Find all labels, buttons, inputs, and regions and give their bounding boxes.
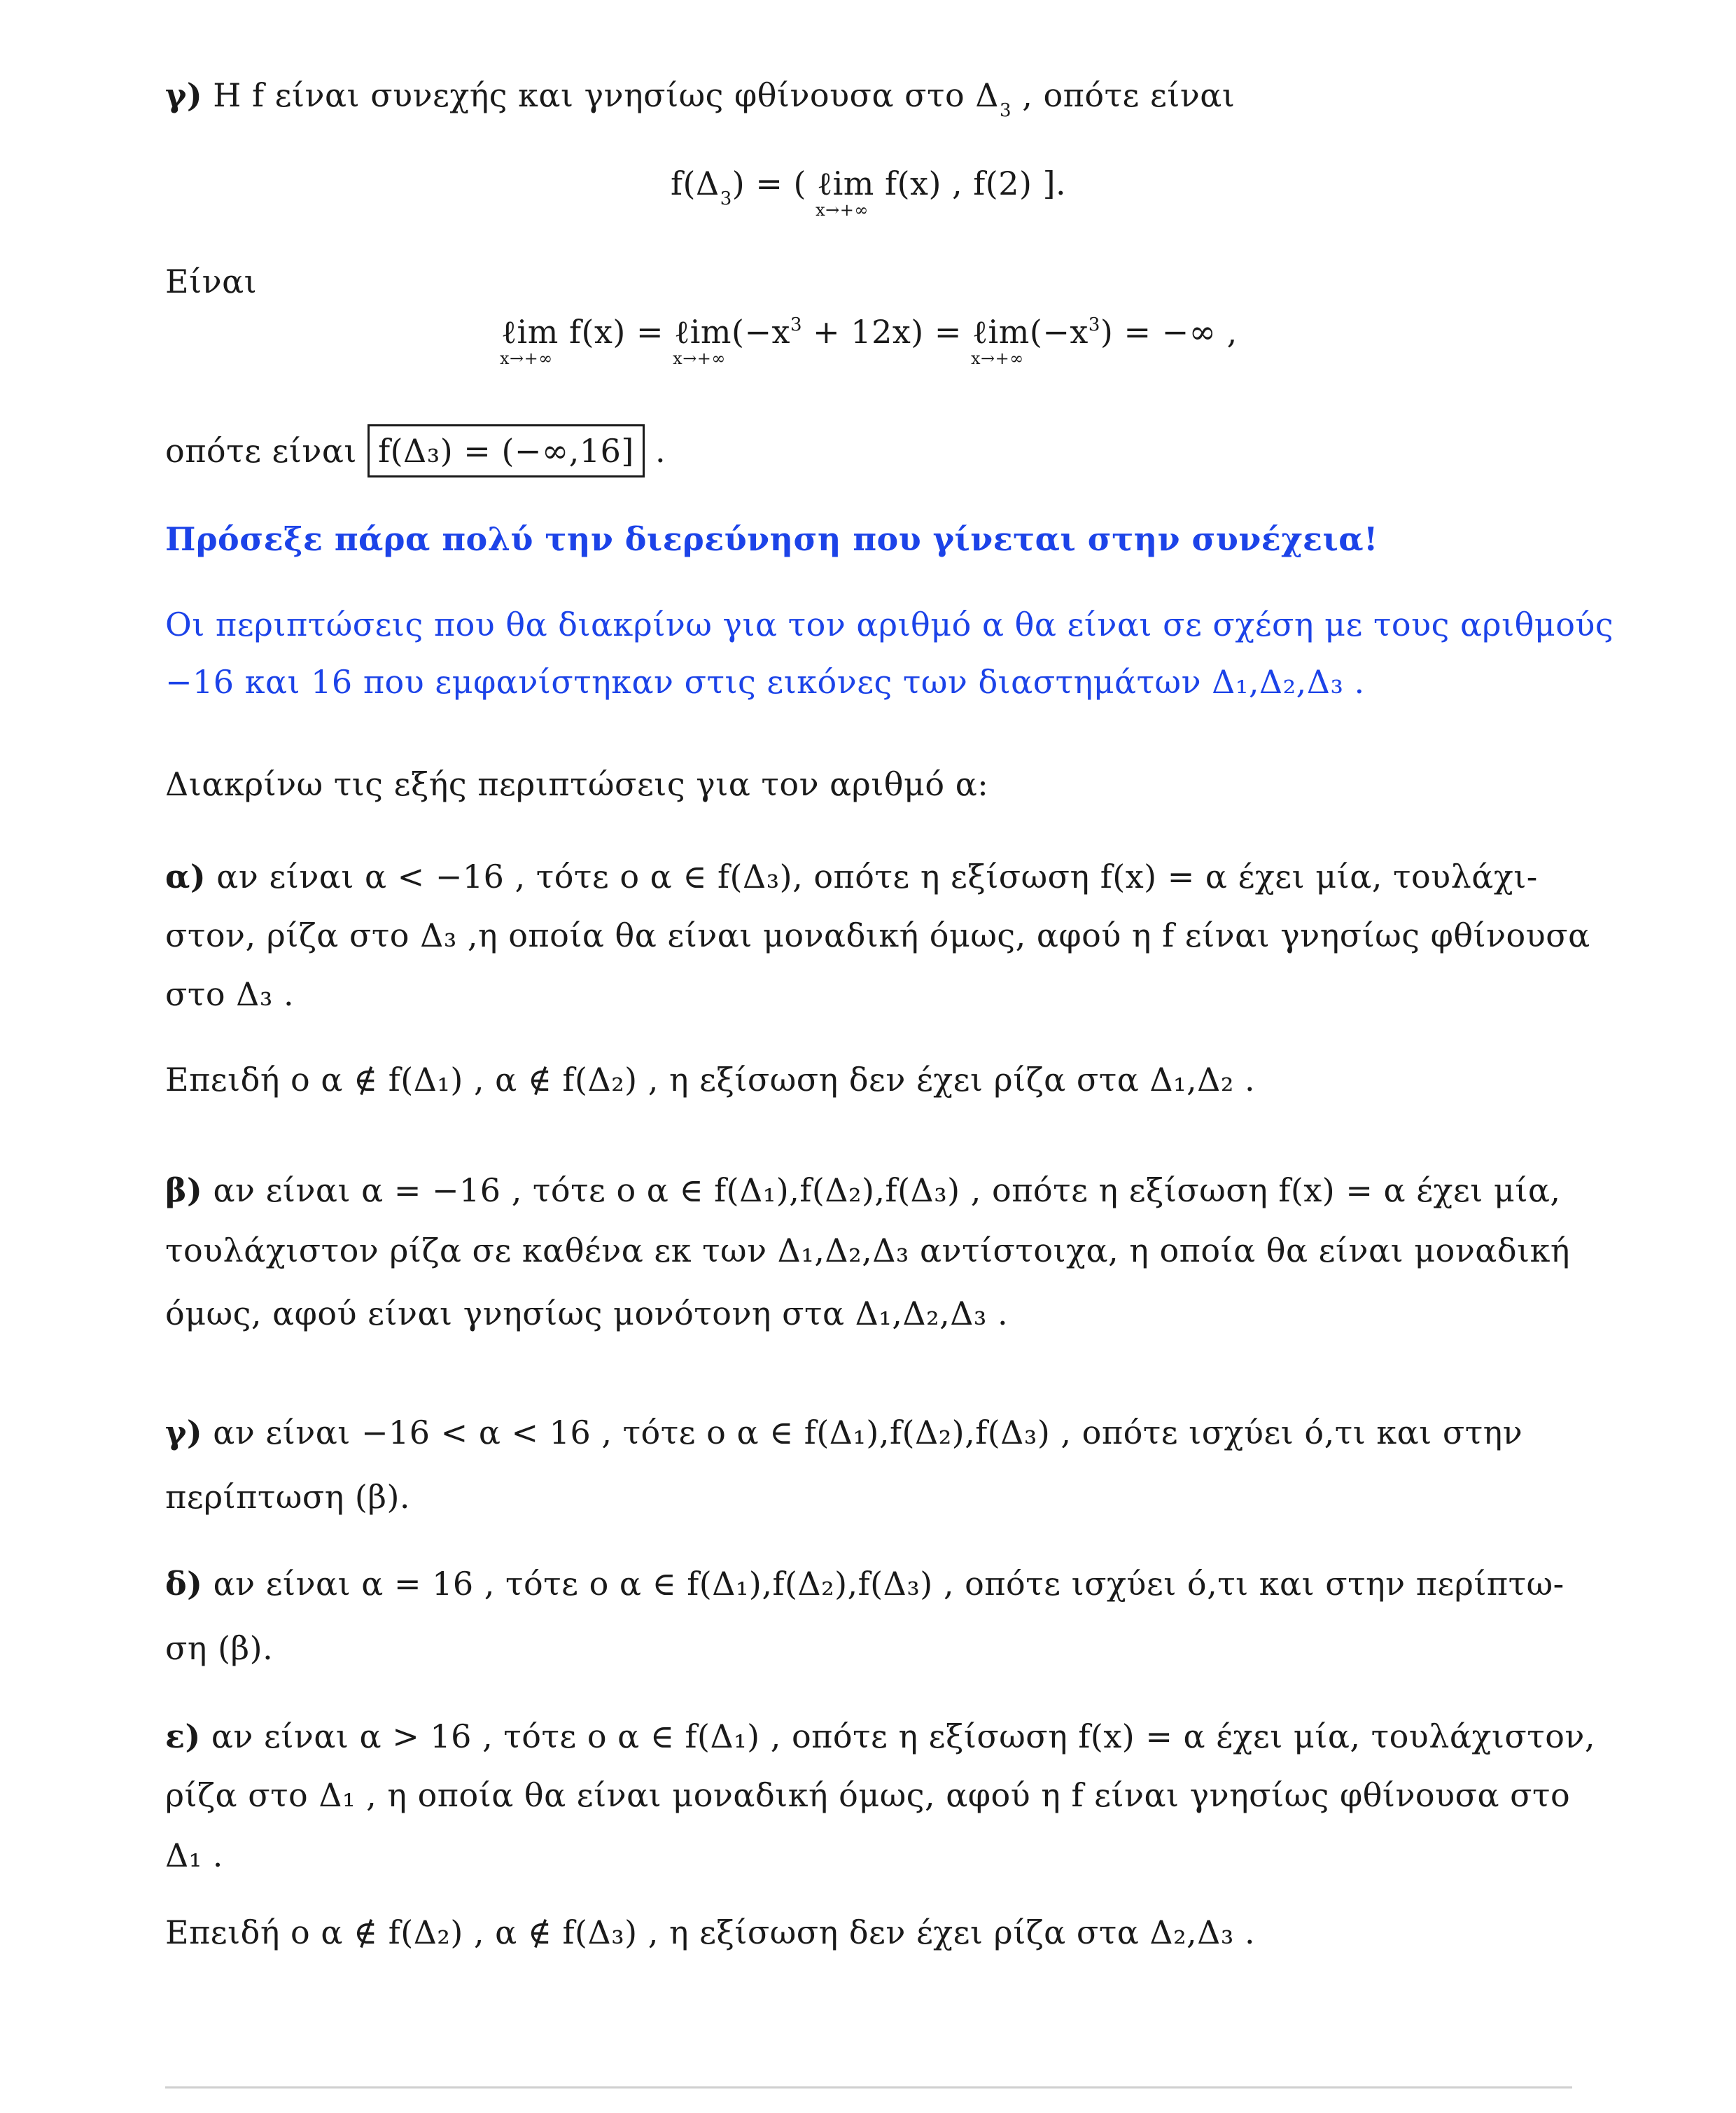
lim-text-1: ℓim: [501, 313, 559, 351]
part-g-text-end: , οπότε είναι: [1022, 76, 1236, 114]
case-c-line-2: περίπτωση (β).: [165, 1478, 411, 1516]
equation-limit: ℓim x→+∞ f(x) = ℓim x→+∞ $(-x^3 + 12x)$ = ℓim x→+∞ $(-x^3)$ = −∞ ,: [501, 311, 1238, 358]
case-d-line-1: [165, 1563, 1564, 1605]
limit-operator-2: [673, 311, 732, 368]
case-d-label: δ): [165, 1565, 203, 1603]
part-g-text: Η f είναι συνεχής και γνησίως φθίνουσα στο Δ: [213, 76, 1000, 114]
eq1-left: f(Δ: [671, 165, 720, 202]
boxed-result: f(Δ₃) = (−∞,16]: [368, 424, 645, 477]
case-e-label: ε): [165, 1717, 201, 1755]
part-g-label: γ): [165, 76, 203, 114]
lim-text-3: ℓim: [972, 313, 1030, 351]
limit-operator: [816, 162, 874, 220]
case-e-line-3: Δ₁ .: [165, 1836, 223, 1874]
note-bold: Πρόσεξε πάρα πολύ την διερεύνηση που γίνεται στην συνέχεια!: [165, 520, 1378, 558]
case-d-text-1: αν είναι α = 16 , τότε ο α ∈ f(Δ₁),f(Δ₂),f(Δ₃) , οπότε ισχύει ό,τι και στην περίπτω-: [213, 1565, 1564, 1603]
lim-under: x→+∞: [816, 200, 869, 220]
limit-operator-1: [500, 311, 559, 368]
case-d-line-2: ση (β).: [165, 1629, 274, 1667]
case-a-line-4: Επειδή ο α ∉ f(Δ₁) , α ∉ f(Δ₂) , η εξίσωση δεν έχει ρίζα στα Δ₁,Δ₂ .: [165, 1061, 1256, 1099]
eq2-b: (−x: [732, 313, 790, 351]
case-a-line-2: στον, ρίζα στο Δ₃ ,η οποία θα είναι μοναδική όμως, αφού η f είναι γνησίως φθίνουσα: [165, 916, 1590, 954]
case-a-line-3: στο Δ₃ .: [165, 975, 295, 1013]
intro-text: Διακρίνω τις εξής περιπτώσεις για τον αριθμό α:: [165, 765, 989, 803]
case-a-line-1: [165, 856, 1538, 898]
equation-f-delta3: $f(\Delta_3)$ = ( ℓim x→+∞ f(x) , f(2) ].: [671, 162, 1066, 210]
einai-text: Είναι: [165, 263, 258, 300]
case-b-text-1: αν είναι α = −16 , τότε ο α ∈ f(Δ₁),f(Δ₂),f(Δ₃) , οπότε η εξίσωση f(x) = α έχει μία,: [213, 1171, 1561, 1209]
lim-under-3: x→+∞: [971, 349, 1024, 368]
case-e-text-1: αν είναι α > 16 , τότε ο α ∈ f(Δ₁) , οπότε η εξίσωση f(x) = α έχει μία, τουλάχιστον,: [211, 1717, 1596, 1755]
lim-text: ℓim: [817, 165, 874, 202]
case-a-label: α): [165, 858, 206, 895]
eq2-a: f(x) =: [558, 313, 675, 351]
lim-under-2: x→+∞: [673, 349, 726, 368]
opote-einai: οπότε είναι: [165, 432, 357, 470]
case-b-line-3: όμως, αφού είναι γνησίως μονότονη στα Δ₁,Δ₂,Δ₃ .: [165, 1295, 1009, 1332]
footer-divider: [165, 2086, 1572, 2088]
case-e-line-1: [165, 1715, 1595, 1757]
lim-text-2: ℓim: [674, 313, 732, 351]
limit-operator-3: [971, 311, 1030, 368]
note-line-2: −16 και 16 που εμφανίστηκαν στις εικόνες των διαστημάτων Δ₁,Δ₂,Δ₃ .: [165, 663, 1365, 701]
note-line-1: Οι περιπτώσεις που θα διακρίνω για τον αριθμό α θα είναι σε σχέση με τους αριθμούς: [165, 606, 1614, 643]
part-g-line: γ) Η f είναι συνεχής και γνησίως φθίνουσα στο $\Delta_3$ , οπότε είναι: [165, 76, 1236, 121]
case-c-line-1: [165, 1411, 1522, 1453]
case-b-line-2: τουλάχιστον ρίζα σε καθένα εκ των Δ₁,Δ₂,Δ₃ αντίστοιχα, η οποία θα είναι μοναδική: [165, 1232, 1570, 1269]
case-a-text-1: αν είναι α < −16 , τότε ο α ∈ f(Δ₃), οπότε η εξίσωση f(x) = α έχει μία, τουλάχι-: [216, 858, 1538, 895]
eq2-e: ) = −∞ ,: [1100, 313, 1238, 351]
case-b-line-1: [165, 1169, 1561, 1211]
case-c-text-1: αν είναι −16 < α < 16 , τότε ο α ∈ f(Δ₁),f(Δ₂),f(Δ₃) , οπότε ισχύει ό,τι και στην: [213, 1414, 1523, 1451]
case-e-line-2: ρίζα στο Δ₁ , η οποία θα είναι μοναδική όμως, αφού η f είναι γνησίως φθίνουσα στο: [165, 1776, 1571, 1814]
case-b-label: β): [165, 1171, 203, 1209]
eq1-mid: ) = (: [732, 165, 818, 202]
lim-under-1: x→+∞: [500, 349, 553, 368]
boxed-result-line: οπότε είναι f(Δ₃) = (−∞,16] .: [165, 424, 666, 477]
eq2-c: + 12x) =: [802, 313, 973, 351]
eq1-right: f(x) , f(2) ].: [874, 165, 1067, 202]
eq2-d: (−x: [1029, 313, 1088, 351]
case-e-line-4: Επειδή ο α ∉ f(Δ₂) , α ∉ f(Δ₃) , η εξίσωση δεν έχει ρίζα στα Δ₂,Δ₃ .: [165, 1913, 1256, 1951]
case-c-label: γ): [165, 1414, 203, 1451]
